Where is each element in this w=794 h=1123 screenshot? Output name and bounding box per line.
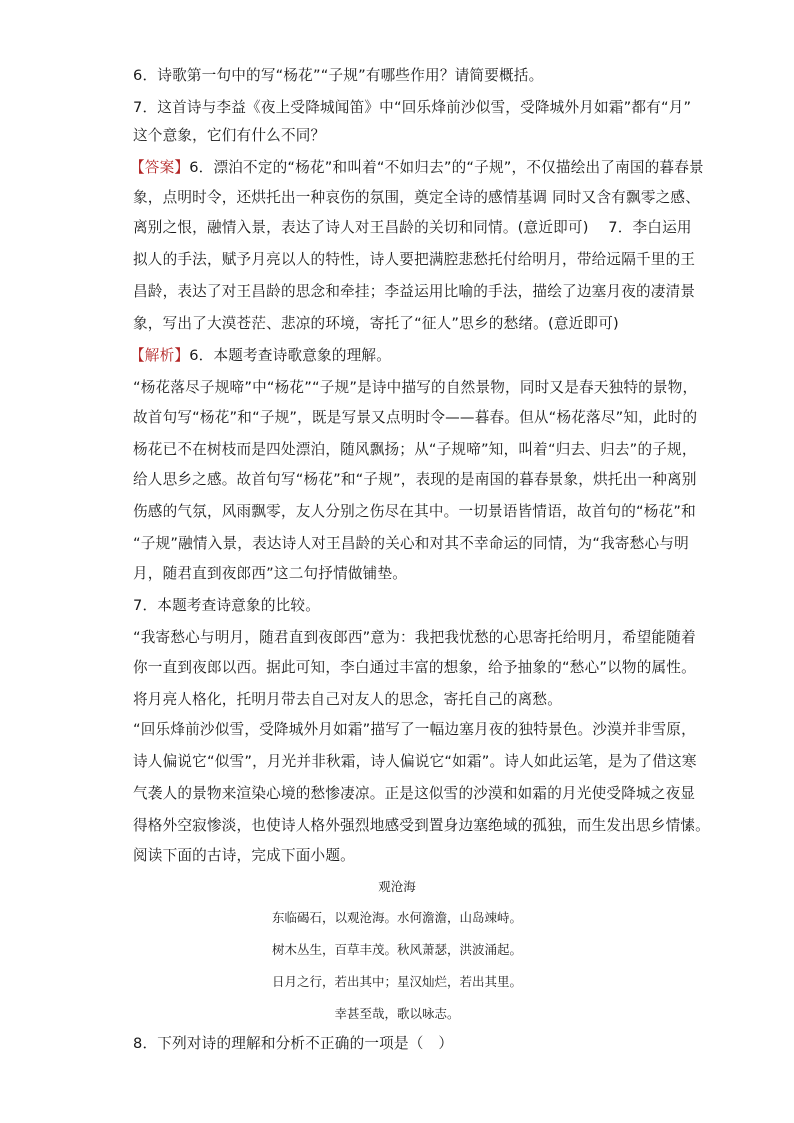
poem-line: 幸甚至哉，歌以咏志。 — [334, 1006, 460, 1021]
question-7-line-2: 这个意象，它们有什么不同？ — [133, 127, 326, 144]
analysis-first-line — [130, 346, 391, 366]
poem-line: 日月之行，若出其中；星汉灿烂，若出其里。 — [271, 974, 522, 989]
analysis-line: 月，随君直到夜郎西”这二句抒情做铺垫。 — [133, 565, 408, 582]
analysis-line: 7．本题考查诗意象的比较。 — [133, 597, 321, 614]
question-8: 8．下列对诗的理解和分析不正确的一项是（ ） — [133, 1035, 454, 1052]
reading-instruction: 阅读下面的古诗，完成下面小题。 — [133, 847, 355, 864]
answer-line: 象，点明时令，还烘托出一种哀伤的氛围，奠定全诗的感情基调 同时又含有飘零之感、 — [133, 189, 701, 206]
analysis-line: 将月亮人格化，托明月带去自己对友人的思念，寄托自己的离愁。 — [133, 691, 563, 708]
analysis-line: 你一直到夜郎以西。据此可知，李白通过丰富的想象，给予抽象的“愁心”以物的属性。 — [133, 659, 696, 676]
analysis-line: “回乐烽前沙似雪，受降城外月如霜”描写了一幅边塞月夜的独特景色。沙漠并非雪原， — [133, 721, 696, 738]
answer-tag: 【答案】 — [130, 159, 190, 176]
analysis-line: 故首句写“杨花”和“子规”，既是写景又点明时令——暮春。但从“杨花落尽”知，此时的 — [133, 409, 698, 426]
analysis-line: 气袭人的景物来渲染心境的愁惨凄凉。正是这似雪的沙漠和如霜的月光使受降城之夜显 — [133, 785, 696, 802]
analysis-line: “我寄愁心与明月，随君直到夜郎西”意为：我把我忧愁的心思寄托给明月，希望能随着 — [133, 629, 696, 646]
analysis-line: 给人思乡之感。故首句写“杨花”和“子规”，表现的是南国的暮春景象，烘托出一种离别 — [133, 471, 697, 488]
poem-line: 树木丛生，百草丰茂。秋风萧瑟，洪波涌起。 — [271, 942, 522, 957]
analysis-line: 诗人偏说它“似雪”，月光并非秋霜，诗人偏说它“如霜”。诗人如此运笔，是为了借这寒 — [133, 753, 697, 770]
question-6: 6．诗歌第一句中的写“杨花”“子规”有哪些作用？请简要概括。 — [133, 67, 544, 84]
analysis-line: 杨花已不在树枝而是四处漂泊，随风飘扬；从“子规啼”知，叫着“归去、归去”的子规， — [133, 441, 697, 458]
answer-line: 拟人的手法，赋予月亮以人的特性，诗人要把满腔悲愁托付给明月，带给远隔千里的王 — [133, 251, 696, 268]
analysis-text: 6．本题考查诗歌意象的理解。 — [189, 347, 391, 364]
answer-text: 6．漂泊不定的“杨花”和叫着“不如归去”的“子规”，不仅描绘出了南国的暮春景 — [189, 159, 704, 176]
poem-title: 观沧海 — [378, 879, 416, 894]
analysis-line: 得格外空寂惨淡，也使诗人格外强烈地感受到置身边塞绝域的孤独，而生发出思乡情愫。 — [133, 817, 710, 834]
poem-line: 东临碣石，以观沧海。水何澹澹，山岛竦峙。 — [271, 910, 522, 925]
analysis-line: 伤感的气氛，风雨飘零，友人分别之伤尽在其中。一切景语皆情语，故首句的“杨花”和 — [133, 503, 696, 520]
analysis-tag: 【解析】 — [130, 347, 190, 364]
answer-line: 离别之恨，融情入景，表达了诗人对王昌龄的关切和同情。(意近即可) 7．李白运用 — [133, 219, 692, 236]
answer-line: 昌龄，表达了对王昌龄的思念和牵挂；李益运用比喻的手法，描绘了边塞月夜的凄清景 — [133, 283, 696, 300]
answer-line: 象，写出了大漠苍茫、悲凉的环境，寄托了“征人”思乡的愁绪。(意近即可) — [133, 315, 619, 332]
answer-first-line — [130, 158, 704, 178]
analysis-line: “杨花落尽子规啼”中“杨花”“子规”是诗中描写的自然景物，同时又是春天独特的景物， — [133, 379, 698, 396]
analysis-line: “子规”融情入景，表达诗人对王昌龄的关心和对其不幸命运的同情，为“我寄愁心与明 — [133, 535, 689, 552]
question-7-line-1: 7．这首诗与李益《夜上受降城闻笛》中“回乐烽前沙似雪，受降城外月如霜”都有“月” — [133, 99, 692, 116]
